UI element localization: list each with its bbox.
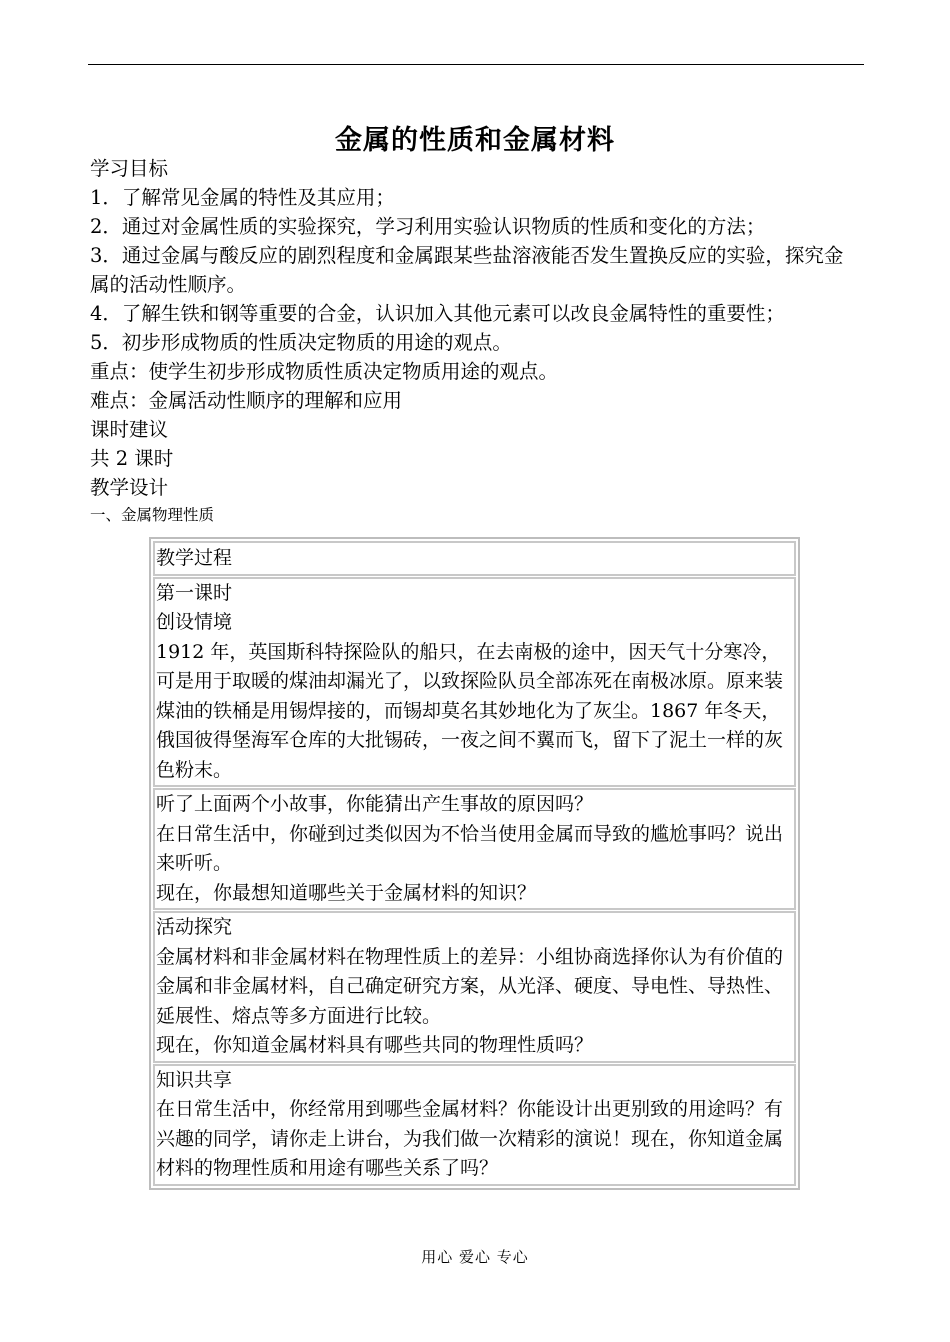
section-heading: 一、金属物理性质 (90, 506, 215, 524)
scenario-heading: 创设情境 (156, 611, 233, 633)
document-body (90, 154, 862, 526)
table-cell-sharing (153, 1064, 796, 1186)
table-header-cell (153, 541, 796, 576)
page-title: 金属的性质和金属材料 (335, 125, 615, 156)
lesson-label: 第一课时 (156, 581, 233, 604)
question-2: 在日常生活中，你碰到过类似因为不恰当使用金属而导致的尴尬事吗？说出来听听。 (156, 822, 784, 874)
sharing-heading: 知识共享 (156, 1068, 233, 1091)
table-cell-intro (153, 577, 796, 788)
question-3: 现在，你最想知道哪些关于金属材料的知识？ (156, 881, 537, 904)
objective-item-3: 3．通过金属与酸反应的剧烈程度和金属跟某些盐溶液能否发生置换反应的实验，探究金属的活动性顺序。 (90, 244, 844, 296)
difficulty: 难点：金属活动性顺序的理解和应用 (90, 389, 403, 412)
objective-item-5: 5．初步形成物质的性质决定物质的用途的观点。 (90, 331, 512, 354)
table-header: 教学过程 (156, 547, 233, 569)
objective-item-4: 4．了解生铁和钢等重要的合金，认识加入其他元素可以改良金属特性的重要性； (90, 302, 785, 325)
question-1: 听了上面两个小故事，你能猜出产生事故的原因吗？ (156, 793, 594, 815)
page-footer: 用心 爱心 专心 (421, 1248, 529, 1266)
objectives-heading: 学习目标 (90, 157, 169, 180)
header-rule (88, 64, 864, 65)
table-cell-questions (153, 788, 796, 910)
lesson-process-table (149, 537, 800, 1190)
schedule-heading: 课时建议 (90, 418, 169, 441)
objective-item-2: 2．通过对金属性质的实验探究，学习利用实验认识物质的性质和变化的方法； (90, 215, 766, 238)
scenario-paragraph: 1912 年，英国斯科特探险队的船只，在去南极的途中，因天气十分寒冷，可是用于取暖的煤油却漏光了，以致探险队员全部冻死在南极冰原。原来装煤油的铁桶是用锡焊接的，而锡却莫名其妙地化为了灰尘。1867 年冬天，俄国彼得堡海军仓库的大批锡砖，一夜之间不翼而飞，留下了泥土一样的灰色粉末。 (156, 640, 784, 781)
schedule-value: 共 2 课时 (90, 447, 174, 470)
key-point: 重点：使学生初步形成物质性质决定物质用途的观点。 (90, 360, 559, 383)
sharing-paragraph: 在日常生活中，你经常用到哪些金属材料？你能设计出更别致的用途吗？有兴趣的同学，请你走上讲台，为我们做一次精彩的演说！现在，你知道金属材料的物理性质和用途有哪些关系了吗？ (156, 1098, 784, 1179)
activity-paragraph: 金属材料和非金属材料在物理性质上的差异：小组协商选择你认为有价值的金属和非金属材料，自己确定研究方案，从光泽、硬度、导电性、导热性、延展性、熔点等多方面进行比较。 (156, 945, 784, 1027)
objective-item-1: 1．了解常见金属的特性及其应用； (90, 186, 395, 209)
activity-heading: 活动探究 (156, 916, 233, 938)
activity-question: 现在，你知道金属材料具有哪些共同的物理性质吗？ (156, 1034, 594, 1056)
design-heading: 教学设计 (90, 476, 169, 499)
table-cell-activity (153, 911, 796, 1063)
